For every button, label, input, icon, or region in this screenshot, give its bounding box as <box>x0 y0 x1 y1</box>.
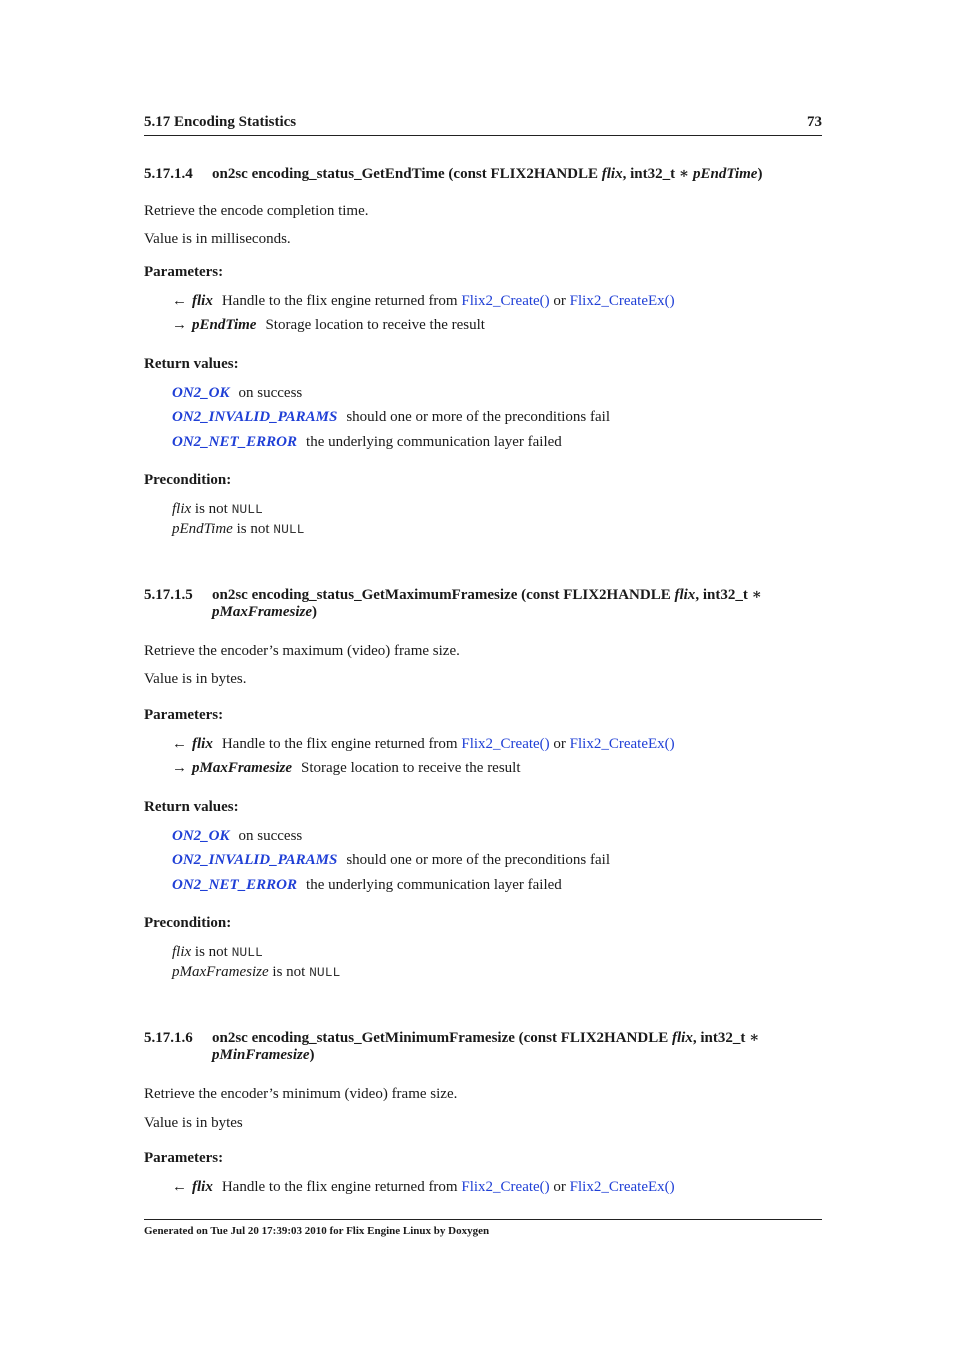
param-name: flix <box>192 736 213 752</box>
arrow-left-icon: ← <box>172 1179 187 1195</box>
param-name: flix <box>601 166 623 182</box>
parameters-label: Parameters: <box>144 707 224 723</box>
function-heading-continuation: pMinFramesize) <box>212 1047 315 1063</box>
link-flix2-create[interactable]: Flix2_Create() <box>461 736 550 752</box>
param-row: ← flix Handle to the flix engine returned from Flix2_Create() or Flix2_CreateEx() <box>172 736 675 752</box>
link-on2-invalid-params[interactable]: ON2_INVALID_PARAMS <box>172 852 338 868</box>
return-row: ON2_OK on success <box>172 385 303 401</box>
return-row: ON2_NET_ERROR the underlying communication layer failed <box>172 434 562 450</box>
function-heading-getendtime: 5.17.1.4 on2sc encoding_status_GetEndTime (const FLIX2HANDLE flix, int32_t ∗ pEndTime) <box>144 166 763 182</box>
link-flix2-createex[interactable]: Flix2_CreateEx() <box>569 736 675 752</box>
arrow-right-icon: → <box>172 317 187 333</box>
link-flix2-create[interactable]: Flix2_Create() <box>461 293 550 309</box>
param-name: pMaxFramesize <box>212 604 313 620</box>
precondition-item: flix is not NULL <box>172 944 263 960</box>
arrow-right-icon: → <box>172 760 187 776</box>
param-row: ← flix Handle to the flix engine returned from Flix2_Create() or Flix2_CreateEx() <box>172 1179 675 1195</box>
param-name: pMaxFramesize <box>192 760 293 776</box>
param-name: flix <box>674 587 696 603</box>
return-row: ON2_INVALID_PARAMS should one or more of the preconditions fail <box>172 852 610 868</box>
param-row: ← flix Handle to the flix engine returned from Flix2_Create() or Flix2_CreateEx() <box>172 293 675 309</box>
running-header <box>144 113 822 136</box>
return-values-label: Return values: <box>144 799 239 815</box>
return-row: ON2_INVALID_PARAMS should one or more of the preconditions fail <box>172 409 610 425</box>
page-number: 73 <box>807 114 822 130</box>
return-row: ON2_OK on success <box>172 828 303 844</box>
precondition-item: pMaxFramesize is not NULL <box>172 964 341 980</box>
footer-rule <box>144 1219 822 1220</box>
parameters-label: Parameters: <box>144 1150 224 1166</box>
running-header-section: 5.17 Encoding Statistics <box>144 114 297 130</box>
link-on2-invalid-params[interactable]: ON2_INVALID_PARAMS <box>172 409 338 425</box>
section-number: 5.17.1.5 <box>144 587 193 603</box>
value-note: Value is in bytes <box>144 1115 243 1131</box>
precondition-item: pEndTime is not NULL <box>172 521 305 537</box>
value-note: Value is in bytes. <box>144 671 247 687</box>
arrow-left-icon: ← <box>172 736 187 752</box>
precondition-label: Precondition: <box>144 472 232 488</box>
value-note: Value is in milliseconds. <box>144 231 291 247</box>
param-name: flix <box>192 1179 213 1195</box>
param-row: → pEndTime Storage location to receive the result <box>172 317 485 333</box>
section-number: 5.17.1.6 <box>144 1030 193 1046</box>
param-name: pEndTime <box>192 317 257 333</box>
description: Retrieve the encoder’s maximum (video) frame size. <box>144 643 460 659</box>
link-on2-ok[interactable]: ON2_OK <box>172 385 230 401</box>
param-name: flix <box>671 1030 693 1046</box>
param-row: → pMaxFramesize Storage location to receive the result <box>172 760 521 776</box>
link-flix2-createex[interactable]: Flix2_CreateEx() <box>569 1179 675 1195</box>
parameters-label: Parameters: <box>144 264 224 280</box>
link-on2-net-error[interactable]: ON2_NET_ERROR <box>172 877 298 893</box>
link-flix2-createex[interactable]: Flix2_CreateEx() <box>569 293 675 309</box>
function-heading-getmaximumframesize: 5.17.1.5 on2sc encoding_status_GetMaximumFramesize (const FLIX2HANDLE flix, int32_t ∗ <box>144 587 762 603</box>
description: Retrieve the encoder’s minimum (video) frame size. <box>144 1086 458 1102</box>
function-heading-getminimumframesize: 5.17.1.6 on2sc encoding_status_GetMinimumFramesize (const FLIX2HANDLE flix, int32_t ∗ <box>144 1030 760 1046</box>
document-page <box>144 0 822 1350</box>
precondition-label: Precondition: <box>144 915 232 931</box>
section-number: 5.17.1.4 <box>144 166 193 182</box>
precondition-item: flix is not NULL <box>172 501 263 517</box>
link-on2-ok[interactable]: ON2_OK <box>172 828 230 844</box>
return-row: ON2_NET_ERROR the underlying communication layer failed <box>172 877 562 893</box>
param-name: pMinFramesize <box>212 1047 310 1063</box>
link-on2-net-error[interactable]: ON2_NET_ERROR <box>172 434 298 450</box>
return-values-label: Return values: <box>144 356 239 372</box>
link-flix2-create[interactable]: Flix2_Create() <box>461 1179 550 1195</box>
description: Retrieve the encode completion time. <box>144 203 369 219</box>
footer-text: Generated on Tue Jul 20 17:39:03 2010 for Flix Engine Linux by Doxygen <box>144 1225 490 1237</box>
function-heading-continuation: pMaxFramesize) <box>212 604 318 620</box>
param-name: flix <box>192 293 213 309</box>
arrow-left-icon: ← <box>172 293 187 309</box>
param-name: pEndTime <box>692 166 758 182</box>
